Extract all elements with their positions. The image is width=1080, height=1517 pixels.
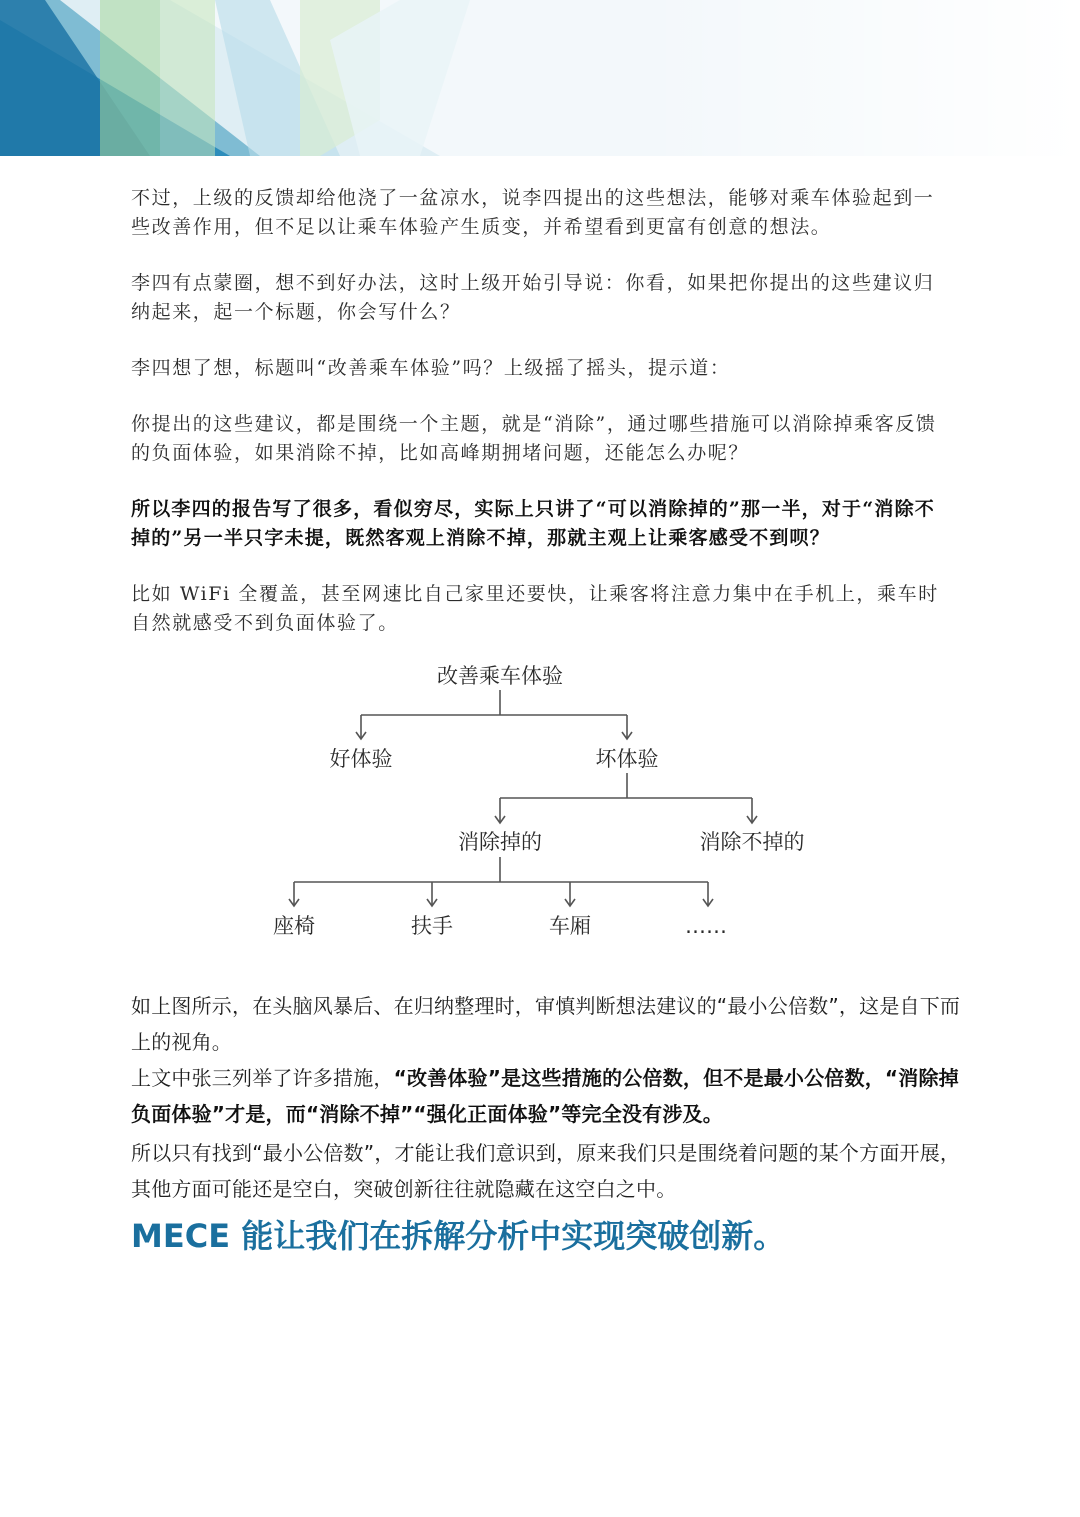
node-not-eliminable: 消除不掉的: [699, 830, 805, 854]
summary-p2-bold: “改善体验”是这些措施的公倍数，但不是最小公倍数，“消除掉负面体验”才是，而“消除不掉”“强化正面体验”等完全没有涉及。: [131, 1066, 959, 1126]
summary-paragraph-3: 所以只有找到“最小公倍数”，才能让我们意识到，原来我们只是围绕着问题的某个方面开展，其他方面可能还是空白，突破创新往往就隐藏在这空白之中。: [131, 1141, 961, 1201]
paragraph-confused: 李四有点蒙圈，想不到好办法，这时上级开始引导说：你看，如果把你提出的这些建议归纳起来，起一个标题，你会写什么？: [131, 272, 935, 323]
paragraph-feedback: 不过，上级的反馈却给他浇了一盆凉水，说李四提出的这些想法，能够对乘车体验起到一些改善作用，但不足以让乘车体验产生质变，并希望看到更富有创意的想法。: [131, 187, 935, 238]
paragraph-half-only: 所以李四的报告写了很多，看似穷尽，实际上只讲了“可以消除掉的”那一半，对于“消除不掉的”另一半只字未提，既然客观上消除不掉，那就主观上让乘客感受不到呗？: [131, 498, 935, 549]
node-carriage: 车厢: [549, 914, 591, 938]
node-handrail: 扶手: [411, 914, 453, 938]
node-ellipsis: ……: [685, 914, 727, 938]
banner-graphic: [0, 0, 1080, 156]
paragraph-title-question: 李四想了想，标题叫“改善乘车体验”吗？上级摇了摇头，提示道：: [131, 357, 731, 379]
summary-paragraph-2: [131, 1060, 961, 1132]
node-good-experience: 好体验: [329, 747, 393, 771]
paragraph-wifi-example: 比如 WiFi 全覆盖，甚至网速比自己家里还要快，让乘客将注意力集中在手机上，乘车时自然就感受不到负面体验了。: [131, 583, 939, 634]
paragraph-elimination: 你提出的这些建议，都是围绕一个主题，就是“消除”，通过哪些措施可以消除掉乘客反馈的负面体验，如果消除不掉，比如高峰期拥堵问题，还能怎么办呢？: [131, 413, 937, 464]
summary-paragraph-1: 如上图所示，在头脑风暴后、在归纳整理时，审慎判断想法建议的“最小公倍数”，这是自下而上的视角。: [131, 994, 961, 1054]
header-banner: [0, 0, 1080, 156]
node-bad-experience: 坏体验: [595, 747, 659, 771]
node-eliminable: 消除掉的: [458, 830, 542, 854]
node-seat: 座椅: [273, 914, 315, 938]
mece-tree-diagram: [0, 650, 1080, 950]
headline-mece: MECE 能让我们在拆解分析中实现突破创新。: [131, 1217, 786, 1255]
summary-p2-start: 上文中张三列举了许多措施，: [131, 1066, 394, 1090]
node-root: 改善乘车体验: [437, 664, 563, 688]
